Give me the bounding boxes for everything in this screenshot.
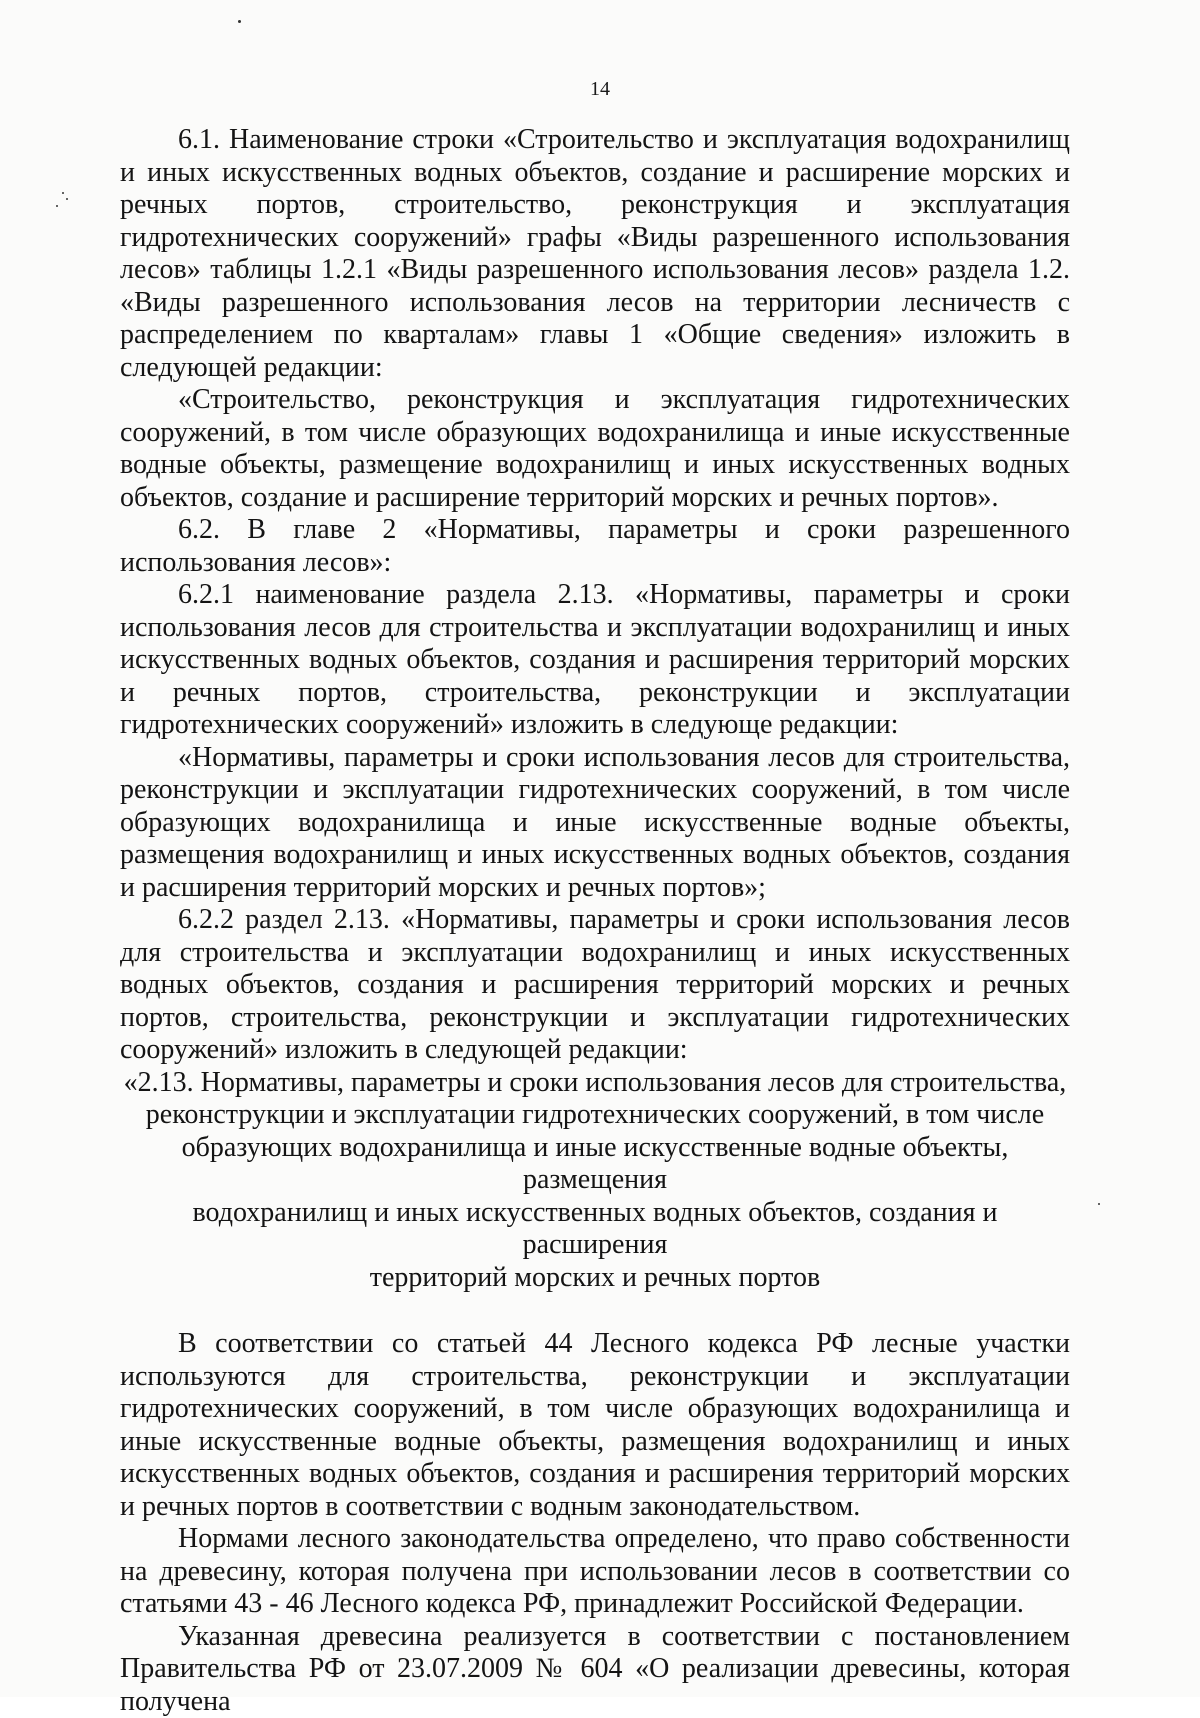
paragraph: Указанная древесина реализуется в соответствии с постановлением Правительства РФ от 23.07.2009 № 604 «О реализации древесины, которая получена [120, 1621, 1070, 1718]
spacer [120, 1294, 1070, 1328]
section-heading-line: водохранилищ и иных искусственных водных объектов, создания и расширения [120, 1197, 1070, 1262]
section-heading-line: территорий морских и речных портов [120, 1262, 1070, 1295]
section-heading-line: «2.13. Нормативы, параметры и сроки использования лесов для строительства, [120, 1067, 1070, 1100]
section-heading-line: реконструкции и эксплуатации гидротехнических сооружений, в том числе [120, 1099, 1070, 1132]
section-heading-line: образующих водохранилища и иные искусственные водные объекты, размещения [120, 1132, 1070, 1197]
scan-speck [1098, 1203, 1100, 1205]
paragraph: Нормами лесного законодательства определено, что право собственности на древесину, которая получена при использовании лесов в соответствии со статьями 43 - 46 Лесного кодекса РФ, принадлежит Российской Федерации. [120, 1523, 1070, 1621]
document-body [120, 124, 1070, 1718]
scan-speck [62, 192, 64, 194]
paragraph: 6.1. Наименование строки «Строительство и эксплуатация водохранилищ и иных искусственных водных объектов, создание и расширение морских и речных портов, строительство, реконструкция и эксплуатация гидротехнических сооружений» графы «Виды разрешенного использования лесов» таблицы 1.2.1 «Виды разрешенного использования лесов» раздела 1.2. «Виды разрешенного использования лесов на территории лесничеств с распределением по кварталам» главы 1 «Общие сведения» изложить в следующей редакции: [120, 124, 1070, 384]
paragraph: 6.2.1 наименование раздела 2.13. «Нормативы, параметры и сроки использования лесов для строительства и эксплуатации водохранилищ и иных искусственных водных объектов, создания и расширения территорий морских и речных портов, строительства, реконструкции и эксплуатации гидротехнических сооружений» изложить в следующе редакции: [120, 579, 1070, 742]
section-heading [120, 1067, 1070, 1295]
paragraph: 6.2. В главе 2 «Нормативы, параметры и сроки разрешенного использования лесов»: [120, 514, 1070, 579]
paragraph: «Строительство, реконструкция и эксплуатация гидротехнических сооружений, в том числе образующих водохранилища и иные искусственные водные объекты, размещение водохранилищ и иных искусственных водных объектов, создание и расширение территорий морских и речных портов». [120, 384, 1070, 514]
paragraph: В соответствии со статьей 44 Лесного кодекса РФ лесные участки используются для строительства, реконструкции и эксплуатации гидротехнических сооружений, в том числе образующих водохранилища и иные искусственные водные объекты, размещения водохранилищ и иных искусственных водных объектов, создания и расширения территорий морских и речных портов в соответствии с водным законодательством. [120, 1328, 1070, 1523]
scan-speck [56, 205, 58, 207]
scan-speck [238, 20, 241, 23]
paragraph: «Нормативы, параметры и сроки использования лесов для строительства, реконструкции и эксплуатации гидротехнических сооружений, в том числе образующих водохранилища и иные искусственные водные объекты, размещения водохранилищ и иных искусственных водных объектов, создания и расширения территорий морских и речных портов»; [120, 742, 1070, 905]
page-number: 14 [0, 78, 1200, 101]
scan-speck [66, 198, 68, 200]
paragraph: 6.2.2 раздел 2.13. «Нормативы, параметры и сроки использования лесов для строительства и эксплуатации водохранилищ и иных искусственных водных объектов, создания и расширения территорий морских и речных портов, строительства, реконструкции и эксплуатации гидротехнических сооружений» изложить в следующей редакции: [120, 904, 1070, 1067]
